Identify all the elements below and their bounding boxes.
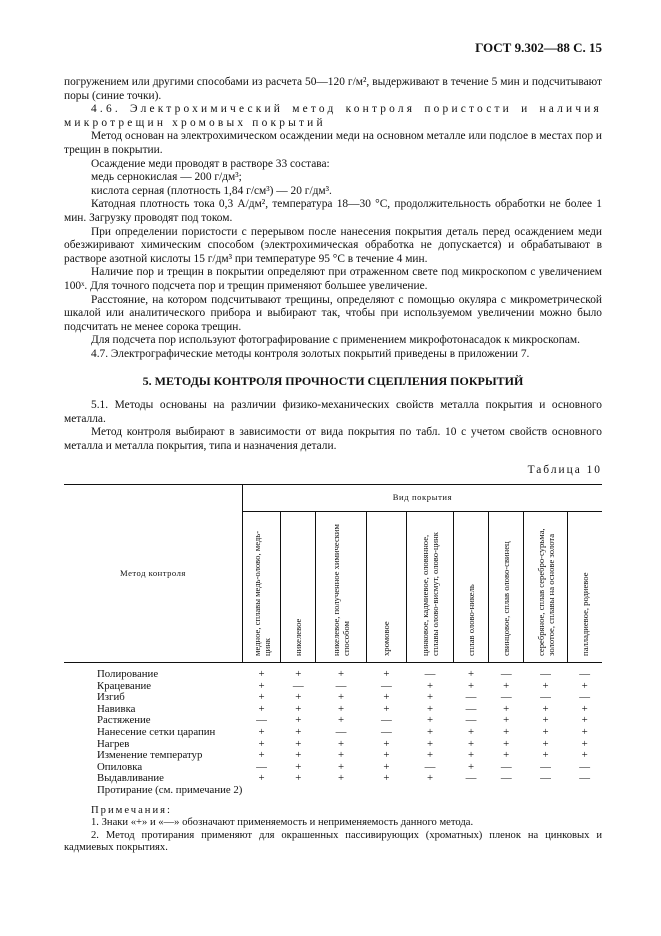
coating-group-header: Вид покрытия (242, 485, 602, 512)
method-cell: Изгиб (97, 691, 125, 704)
coating-column-header (567, 512, 602, 663)
applicability-cell: + (503, 702, 510, 715)
applicability-cell: + (295, 772, 302, 785)
applicability-cell: — (579, 668, 591, 681)
applicability-cell: + (337, 714, 345, 727)
applicability-cell: — (500, 668, 512, 681)
applicability-cell (489, 785, 524, 797)
applicability-cell: + (337, 772, 345, 785)
table-row (64, 692, 602, 704)
applicability-cell: + (467, 726, 475, 738)
applicability-cell: — (424, 668, 436, 681)
clause-4-7: 4.7. Электрографические методы контроля золотых покрытий приведены в приложении 7. (91, 347, 530, 360)
applicability-cell: — (579, 772, 591, 785)
coating-column-label: сплав олово-никель (466, 584, 477, 657)
applicability-cell: + (503, 749, 510, 762)
paragraph: погружением или другими способами из расчета 50—120 г/м², выдерживают в течение 5 мин и подсчитывают поры (синие точки). (64, 76, 602, 102)
coating-column-header (281, 512, 316, 663)
applicability-cell: + (581, 726, 588, 738)
coating-column-label: палладиевое, родиевое (579, 572, 590, 657)
applicability-cell: + (295, 737, 302, 750)
applicability-cell: — (540, 772, 551, 785)
applicability-cell: + (581, 679, 588, 692)
coating-column-header (489, 512, 524, 663)
applicability-cell: + (467, 749, 475, 762)
coating-column-label: хромовое (381, 621, 392, 657)
method-cell: Изменение температур (97, 749, 203, 762)
body-text (64, 76, 602, 855)
coating-column-header (366, 512, 406, 663)
applicability-cell: + (258, 726, 265, 738)
applicability-cell: + (503, 737, 510, 750)
applicability-cell: — (465, 772, 477, 785)
applicability-cell: + (258, 679, 265, 692)
paragraph: Осаждение меди проводят в растворе 33 состава: (91, 157, 330, 170)
applicability-cell: — (380, 726, 392, 738)
applicability-cell: — (540, 691, 551, 704)
coating-column-header (242, 512, 280, 663)
applicability-cell: + (258, 772, 265, 785)
applicability-cell: + (542, 737, 549, 750)
applicability-cell: + (295, 749, 302, 762)
applicability-cell: + (503, 726, 510, 738)
applicability-cell (407, 785, 454, 797)
applicability-cell: + (295, 702, 302, 715)
applicability-cell: — (579, 760, 591, 773)
applicability-cell: + (542, 749, 549, 762)
coating-column-header (407, 512, 454, 663)
applicability-cell: + (426, 702, 434, 715)
method-cell: Крацевание (97, 679, 152, 692)
table-row (64, 663, 602, 681)
paragraph: Метод контроля выбирают в зависимости от вида покрытия по табл. 10 с учетом свойств основного металла и металла покрытия, типа и назначения детали. (64, 426, 602, 452)
applicability-cell: + (383, 737, 390, 750)
applicability-cell: + (542, 726, 549, 738)
method-cell: Растяжение (97, 714, 151, 727)
applicability-cell (524, 785, 567, 797)
applicability-cell: + (383, 749, 390, 762)
paragraph: При определении пористости с перерывом после нанесения покрытия деталь перед осаждением меди обезжиривают химическим способом (электрохимическая обработка не допускается) и обрабатывают в растворе азотной кислоты 15 г/дм³ при температуре 95 °С в течение 4 мин. (64, 225, 602, 265)
applicability-cell: + (383, 668, 390, 681)
paragraph: Расстояние, на котором подсчитывают трещины, определяют с помощью окуляра с микрометрической шкалой или аналитического прибора и выбирают так, чтобы при используемом увеличении можно было подсчитать не менее сорока трещин. (64, 293, 602, 333)
applicability-cell: — (500, 772, 512, 785)
method-cell: Нагрев (97, 737, 130, 750)
applicability-cell: + (542, 714, 549, 727)
notes-title: Примечания: (91, 804, 172, 816)
coating-column-label: серебряное, сплав серебро-сурьма, золотое, сплавы на основе золота (535, 528, 556, 657)
applicability-cell: + (258, 668, 265, 681)
applicability-cell: — (540, 668, 551, 681)
applicability-cell: + (426, 714, 434, 727)
applicability-cell: + (295, 691, 302, 704)
coating-column-header (316, 512, 366, 663)
method-cell: Выдавливание (97, 772, 164, 785)
applicability-cell: — (540, 760, 551, 773)
applicability-cell: + (337, 702, 345, 715)
applicability-cell: — (500, 691, 512, 704)
applicability-cell (281, 785, 316, 797)
coating-column-header (524, 512, 567, 663)
applicability-cell: + (426, 772, 434, 785)
method-cell: Протирание (см. примечание 2) (97, 783, 243, 796)
applicability-cell: + (337, 749, 345, 762)
coating-column-label: никелевое, полученное химическим способом (331, 524, 351, 657)
table-row (64, 727, 602, 739)
applicability-cell: — (380, 714, 392, 727)
applicability-cell: — (256, 760, 267, 773)
paragraph: Катодная плотность тока 0,3 А/дм², температура 18—30 °С, продолжительность обработки не более 1 мин. Загрузку проводят под током. (64, 198, 602, 224)
applicability-cell: + (542, 702, 549, 715)
applicability-cell: + (426, 679, 434, 692)
applicability-cell: — (256, 714, 267, 727)
coating-column-label: никелевое (293, 618, 304, 657)
coating-column-header (453, 512, 488, 663)
clause-4-6-title: 4.6. Электрохимический метод контроля пористости и наличия микротрещин хромовых покрытий (64, 103, 602, 129)
table-row (64, 785, 602, 797)
applicability-cell: + (542, 679, 549, 692)
applicability-cell: — (465, 691, 477, 704)
applicability-cell: + (258, 691, 265, 704)
method-cell: Полирование (97, 668, 159, 681)
paragraph: 5.1. Методы основаны на различии физико-механических свойств металла покрытия и основного металла. (64, 399, 602, 425)
paragraph: Для подсчета пор используют фотографирование с применением микрофотонасадок к микроскопам. (91, 334, 580, 347)
applicability-cell (453, 785, 488, 797)
coatings-table (64, 484, 602, 797)
applicability-cell (366, 785, 406, 797)
applicability-cell: + (337, 760, 345, 773)
coating-column-label: цинковое, кадмиевое, оловянное, сплавы олово-висмут, олово-цинк (420, 532, 440, 657)
applicability-cell: + (426, 691, 434, 704)
applicability-cell: + (337, 668, 345, 681)
applicability-cell: — (424, 760, 436, 773)
applicability-cell: + (426, 737, 434, 750)
table-caption: Таблица 10 (527, 464, 602, 477)
applicability-cell: + (295, 714, 302, 727)
applicability-cell: — (335, 679, 347, 692)
applicability-cell (316, 785, 366, 797)
paragraph: Наличие пор и трещин в покрытии определяют при отраженном свете под микроскопом с увеличением 100ˣ. Для точного подсчета пор и трещин применяют большее увеличение. (64, 266, 602, 292)
applicability-cell: + (337, 737, 345, 750)
paragraph: Метод основан на электрохимическом осаждении меди на основном металле или подслое в местах пор и трещин в покрытии. (64, 130, 602, 156)
applicability-cell: + (383, 760, 390, 773)
applicability-cell: + (581, 702, 588, 715)
applicability-cell: + (295, 760, 302, 773)
applicability-cell: + (467, 668, 475, 681)
applicability-cell: — (292, 679, 304, 692)
applicability-cell: + (467, 737, 475, 750)
applicability-cell (567, 785, 602, 797)
method-cell: Нанесение сетки царапин (97, 726, 216, 738)
applicability-cell: + (503, 679, 510, 692)
applicability-cell: + (383, 691, 390, 704)
applicability-cell: — (465, 714, 477, 727)
note-2: 2. Метод протирания применяют для окрашенных пассивирующих (хроматных) пленок на цинковых и кадмиевых покрытиях. (64, 829, 602, 854)
note-1: 1. Знаки «+» и «—» обозначают применяемость и неприменяемость данного метода. (91, 817, 474, 829)
applicability-cell: + (503, 714, 510, 727)
applicability-cell: + (581, 737, 588, 750)
applicability-cell: + (337, 691, 345, 704)
applicability-cell: + (383, 702, 390, 715)
section-title: 5. МЕТОДЫ КОНТРОЛЯ ПРОЧНОСТИ СЦЕПЛЕНИЯ ПОКРЫТИЙ (142, 374, 524, 389)
applicability-cell: — (335, 726, 347, 738)
applicability-cell: + (426, 726, 434, 738)
applicability-cell: + (467, 679, 475, 692)
applicability-cell: + (383, 772, 390, 785)
applicability-cell: — (500, 760, 512, 773)
table-row (64, 750, 602, 762)
applicability-cell: + (258, 749, 265, 762)
coating-column-label: медное, сплавы медь-олово, медь-цинк (251, 530, 272, 657)
applicability-cell: — (465, 702, 477, 715)
coating-column-label: свинцовое, сплав олово-свинец (501, 541, 512, 657)
applicability-cell: + (295, 668, 302, 681)
method-column-header: Метод контроля (64, 485, 242, 663)
paragraph: медь сернокислая — 200 г/дм³; (91, 171, 242, 184)
applicability-cell: + (467, 760, 475, 773)
method-cell: Опиловка (97, 760, 143, 773)
applicability-cell: + (258, 737, 265, 750)
applicability-cell: + (295, 726, 302, 738)
method-cell: Навивка (97, 702, 136, 715)
applicability-cell: + (426, 749, 434, 762)
page-header: ГОСТ 9.302—88 С. 15 (475, 40, 602, 55)
applicability-cell: + (258, 702, 265, 715)
table-notes (64, 805, 602, 855)
applicability-cell: — (579, 691, 591, 704)
paragraph: кислота серная (плотность 1,84 г/см³) — 20 г/дм³. (91, 184, 332, 197)
applicability-cell (242, 785, 280, 797)
applicability-cell: + (581, 714, 588, 727)
applicability-cell: — (380, 679, 392, 692)
applicability-cell: + (581, 749, 588, 762)
table-row (64, 681, 602, 693)
